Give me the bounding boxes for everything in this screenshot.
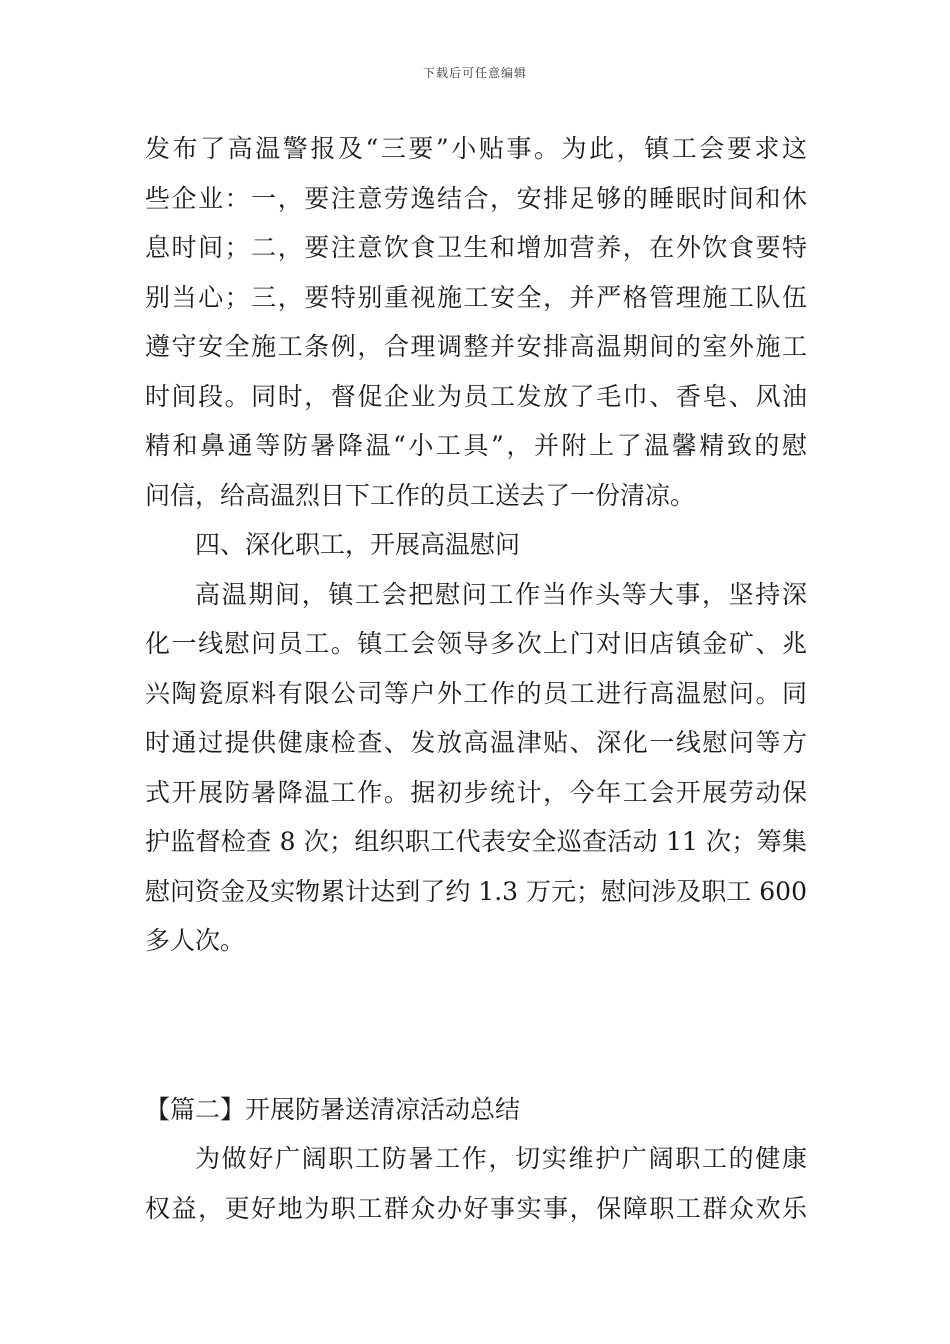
page-header: 下载后可任意编辑 (422, 66, 527, 80)
text-line: 权益，更好地为职工群众办好事实事，保障职工群众欢乐 (145, 1193, 807, 1223)
text-line: 问信，给高温烈日下工作的员工送去了一份清凉。 (145, 480, 696, 510)
subheading-four: 四、深化职工，开展高温慰问 (195, 530, 521, 559)
section-title: 【篇二】开展防暑送清凉活动总结 (145, 1094, 521, 1124)
text-line: 息时间；二，要注意饮食卫生和增加营养，在外饮食要特 (145, 233, 807, 262)
text-line: 护监督检查 8 次；组织职工代表安全巡查活动 11 次；筹集 (145, 827, 807, 856)
text-line: 式开展防暑降温工作。据初步统计，今年工会开展劳动保 (145, 777, 807, 807)
text-line: 兴陶瓷原料有限公司等户外工作的员工进行高温慰问。同 (145, 678, 807, 708)
text-line: 遵守安全施工条例，合理调整并安排高温期间的室外施工 (145, 332, 807, 361)
text-line: 时通过提供健康检查、发放高温津贴、深化一线慰问等方 (145, 728, 807, 757)
paragraph-3 (145, 1134, 807, 1233)
text-line: 别当心；三，要特别重视施工安全，并严格管理施工队伍 (145, 282, 807, 312)
paragraph-2 (145, 570, 807, 966)
text-line: 多人次。 (145, 926, 246, 955)
text-line: 为做好广阔职工防暑工作，切实维护广阔职工的健康 (195, 1144, 807, 1173)
text-line: 发布了高温警报及“三要”小贴事。为此，镇工会要求这 (145, 134, 807, 163)
text-line: 高温期间，镇工会把慰问工作当作头等大事，坚持深 (195, 579, 807, 609)
text-line: 慰问资金及实物累计达到了约 1.3 万元；慰问涉及职工 600 (145, 876, 807, 906)
text-line: 化一线慰问员工。镇工会领导多次上门对旧店镇金矿、兆 (145, 629, 807, 658)
text-line: 时间段。同时，督促企业为员工发放了毛巾、香皂、风油 (145, 381, 807, 411)
spacer (145, 966, 807, 1065)
text-line: 些企业：一，要注意劳逸结合，安排足够的睡眠时间和休 (145, 183, 807, 213)
document-body (145, 124, 807, 1233)
paragraph-1 (145, 124, 807, 520)
text-line: 精和鼻通等防暑降温“小工具”，并附上了温馨精致的慰 (145, 431, 807, 460)
